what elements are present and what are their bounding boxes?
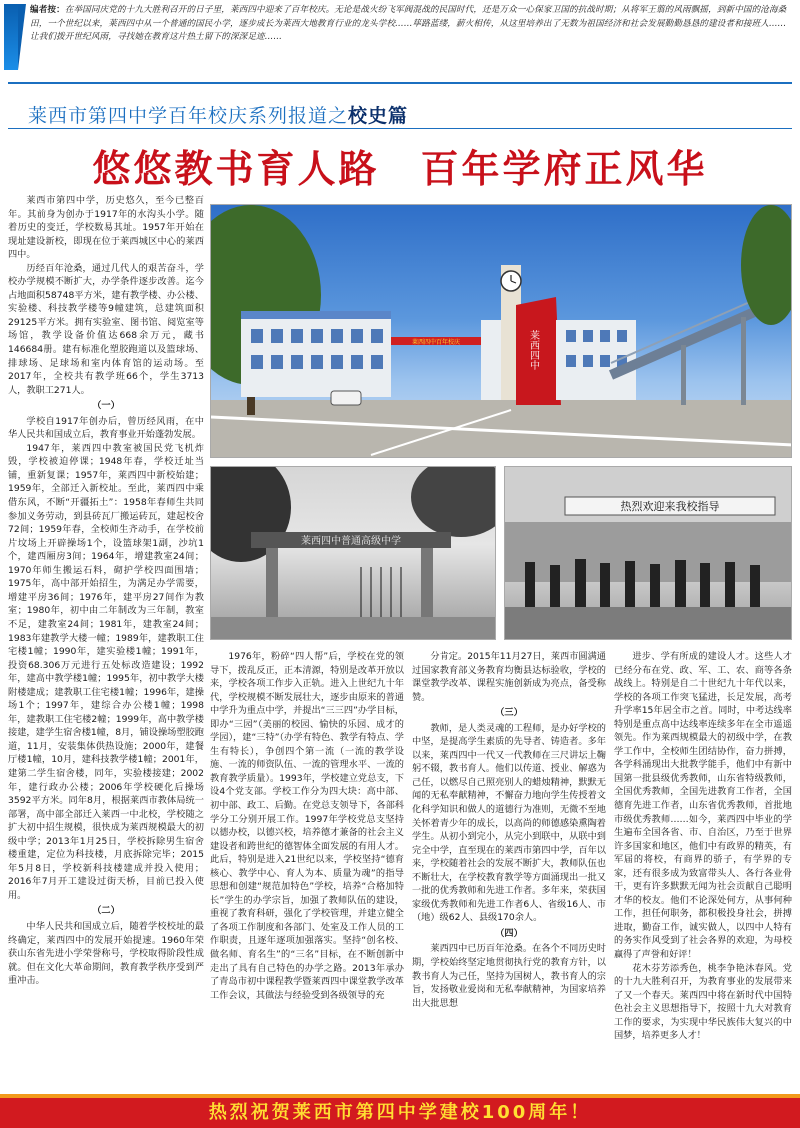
bottom-banner: 热烈祝贺莱西市第四中学建校100周年！ [0,1098,800,1128]
building-roof [241,311,391,319]
bridge-pillar [681,345,686,405]
article-column-3 [412,650,606,1086]
article-column-2 [210,650,404,1086]
section-heading-3: （三） [495,707,523,719]
red-monument [516,297,561,405]
ground [505,607,792,640]
gate-pillar [266,548,278,618]
historic-photo-visit [504,466,792,640]
paragraph: 莱西四中已历百年沧桑。在各个不同历史时期，学校始终坚定地贯彻执行党的教育方针，以教书育人为己任，坚持为国树人，教书育人的宗旨，发扬敬业爱岗和无私奉献精神，为国家培养出大批思想 [412,943,606,1009]
building [505,522,792,582]
paragraph: 教师，是人类灵魂的工程师，是办好学校的中坚，是提高学生素质的先导者、铸造者。多年以来，莱西四中一代又一代教师在三尺讲坛上鞠躬不辍，教书育人。他们以传道、授业、解惑为己任，以燃尽自己照亮别人的蜡烛精神，默默无闻的无私奉献精神，不懈奋力地向学生传授着文化科学知识和做人的道德行为准则，无微不至地关怀着青少年的成长，以高尚的师德感染熏陶着学生。从初小到完小，从完小到联中，从联中到完全中学，直至现在的莱西市第四中学，百年以来，学校随着社会的发展不断扩大，教师队伍也不断壮大，在学校教育教学等方面涌现出一批又一批的优秀教师和先进工作者。多年来，荣获国家级优秀教师和先进工作者6人、省级16人、市（地）级62人、县级170余人。 [412,722,606,924]
white-car [331,391,361,405]
article-column-4 [614,650,792,1086]
gate-pillar [421,548,433,618]
top-divider [8,82,792,84]
paragraph: 学校自1917年创办后，曾历经风雨，在中华人民共和国成立后，教育事业开始蓬勃发展。 [8,415,204,441]
article-column-1 [8,194,204,1078]
banner-text: 莱西四中百年校庆 [411,339,461,346]
campus-scene [211,205,792,458]
note-ribbon-decoration [4,4,18,70]
welcome-banner-text: 热烈欢迎来我校指导 [620,500,720,513]
paragraph: 莱西市第四中学，历史悠久，至今已整百年。其前身为创办于1917年的水沟头小学。随着历史的变迁，学校数易其址。1957年开始在现址建设新校，即现在位于莱西城区中心的莱西四中。 [8,195,204,261]
paragraph: 花木芬芳添秀色，桃李争艳沐春风。党的十九大胜利召开，为教育事业的发展带来了又一个春天。莱西四中将在新时代中国特色社会主义思想指导下，按照十九大对教育工作的要求，为实现中华民族伟大复兴的中国梦，培养更多人才！ [614,962,792,1042]
monument-inscription: 莱西四中 [527,330,539,370]
paragraph: 1976年，粉碎“四人帮”后，学校在党的领导下，拨乱反正，正本清源，特别是改革开放以来，学校各项工作步入正轨。进入上世纪九十年代，学校规模不断发展壮大，逐步由原来的普通中学升为重点中学，并提出“三三四”办学目标，即办“三园”（美丽的校园、愉快的乐园、成才的学园），建“三特”（办学有特色、教学有特点、学生有特长），争创四个第一流（一流的教学设施、一流的师资队伍、一流的管理水平、一流的教育教学质量）。1993年，学校建立党总支，下设4个党支部。学校工作分为四大块：高中部、初中部、政工、后勤。在党总支领导下，各部科学分工分别开展工作。1997年学校党总支坚持以德办校，以德兴校，培养德才兼备的社会主义建设者和跨世纪的德智体全面发展的有用人才。此后，特别是进入21世纪以来，学校坚持“德育核心、教学中心、育人为本、质量为魂”的指导思想和创建“规范加特色”学校，培养“合格加特长”学生的办学宗旨，加强了教师队伍的建设，重视了教育科研，强化了学校管理，并建立健全了各项工作制度和各部门、处室及工作人员的工作职责，且逐年逐项加强落实。坚持“创名校、做名师、育名生”的“三名”目标，在不断创新中走出了具有自己特色的办学之路。2013年承办了青岛市初中课程教学暨莱西四中课堂教学改革工作会议，其做法与经验受到各级领导的充 [210,651,404,1001]
gate-sign-text: 莱西四中普通高级中学 [301,536,401,547]
tree [411,467,496,537]
tree [741,205,792,325]
paragraph: 历经百年沧桑，通过几代人的艰苦奋斗，学校办学规模不断扩大，办学条件逐步改善。迄今占地面积58748平方米，建有教学楼、办公楼、实验楼、科技教学楼等9幢建筑，总建筑面积29125平方米。拥有实验室、图书馆、阅览室等场馆，教学设备价值达668余万元，藏书146684册。建有标准化塑胶跑道以及篮球场、排球场、足球场和室内体育馆的运动场。至2017年，全校共有教学班66个，学生3713人，教职工271人。 [8,262,204,396]
paragraph: 进步、学有所成的建设人才。这些人才已经分布在党、政、军、工、农、商等各条战线上。特别是自二十世纪九十年代以来，学校的各项工作突飞猛进，长足发展，高考升学率15年居全市之首。同时，中考达线率特别是重点高中达线率连续多年在全市遥遥领先。作为莱西规模最大的初级中学，在教学工作中，全校师生团结协作，奋力拼搏，各学科涌现出大批教学能手，他们中有新中国第一批县级优秀教师，山东省特级教师，全国优秀教师，全国先进教育工作者，全国德育先进工作者，山东省优秀教师，首批地市级优秀教师……如今，莱西四中毕业的学生遍布全国各省、市、自治区，乃至于世界许多国家和地区，他们中有政界的精英，有军届的将校，有商界的骄子，有学界的专家，还有很多成为致富带头人、各行各业骨干，更有许多默默无闻为社会贡献自己聪明才华的校友。他们不论深处何方，从事何种工作，担任何职务，都积极投身社会，拼搏进取，勤奋工作，诚实做人，以四中人特有的务实作风受到了社会各界的欢迎，为母校赢得了声誉和好评！ [614,651,792,961]
editor-note-label: 编者按： [30,5,65,15]
ground [211,400,792,458]
editor-note [30,4,790,68]
section-heading-1: （一） [92,400,120,412]
paragraph: 1947年，莱西四中教室被国民党飞机炸毁，学校被迫停课；1948年春，学校迁址当铺，重新复课；1957年，莱西四中新校始建；1959年，全部迁入新校址。至此，莱西四中乘借东风，不断“开疆拓土”：1958年春师生共同参加义务劳动，到县砖瓦厂搬运砖瓦，建起校舍72间；1959年春，全校师生齐动手，在学校前片坟场上开辟操场1个，设篮球架1副，沙坑1个，建西厢房3间；1964年，增建教室24间；1970年师生搬运石料，砌护学校四面围墙；1975年，高中部开始招生，为满足办学需要，增建平房36间；1976年，建平房27间作为教室；1980年，初中由二年制改为三年制，教室不足，建教室24间；1981年，建教室24间；1983年建教学大楼一幢；1989年，建教职工住宅楼1幢；1990年，建实验楼1幢；1991年，投资68.306万元进行五处标改造建设；1992年，建高中教学楼1幢；1995年，初中教学大楼附楼建成；建教职工住宅楼1幢；1996年，建操场1个；1997年，建综合办公楼1幢；1998年，建教职工住宅楼2幢；1999年，高中教学楼接建，建学生宿舍楼1幢，8月，铺设操场塑胶跑道，11月，安装集体供热设施；2000年，建餐厅楼1幢，10月，建科技教学楼1幢；2001年，建第二学生宿舍楼，同年，实验楼接建；2002年，建行政办公楼；2006年学校硬化后操场3592平方米。同年8月，根据莱西市教体局统一部署，高中部全部迁入莱西一中北校，学校随之扩大初中招生规模，很快成为莱西规模最大的初级中学；2013年1月25日，学校拆除男生宿舍楼重建，定位为科技楼，月底拆除完毕；2015年5月8日，学校新科技楼建成并投入使用；2016年7月开工建设过街天桥，目前已投入使用。 [8,442,204,901]
paragraph: 分肯定。2015年11月27日，莱西市圆满通过国家教育部义务教育均衡县达标验收，学校的课堂教学改革、课程实施创新成为亮点，备受称赞。 [412,651,606,703]
series-title-suffix: 校史篇 [348,105,409,127]
historic-photo-gate [210,466,496,640]
bridge-pillar [741,317,746,405]
section-heading-2: （二） [92,905,120,917]
section-heading-4: （四） [495,927,523,939]
editor-note-body: 在举国同庆党的十九大胜利召开的日子里，莱西四中迎来了百年校庆。无论是战火纷飞军阀混战的民国时代，还是万众一心保家卫国的抗战时期；从将军王翦的风雨飘摇，到新中国的沧海桑田，一个世纪以来，莱西四中从一个普通的国民小学，逐步成长为莱西大地教育行业的龙头学校……筚路蓝缕，薪火相传，从这里培养出了无数为祖国经济和社会发展勤勤恳恳的建设者和接班人……让我们拨开世纪风雨，寻找她在教育这片热土留下的深深足迹…… [30,5,787,43]
paragraph: 中华人民共和国成立后，随着学校校址的最终确定，莱西四中的发展开始提速。1960年荣获山东省先进小学荣誉称号，学校取得阶段性成就。但在文化大革命期间，教育教学秩序受到严重冲击。 [8,920,204,987]
ground [211,617,496,640]
visit-scene [505,467,792,640]
editor-note-text [30,4,790,45]
series-title-prefix: 莱西市第四中学百年校庆系列报道之 [28,105,349,127]
series-divider [8,128,792,129]
headline: 悠悠教书育人路 百年学府正风华 [92,146,708,191]
gate-scene [211,467,496,640]
gate-bars [361,567,401,617]
series-title [28,101,408,128]
main-photo-campus [210,204,792,458]
